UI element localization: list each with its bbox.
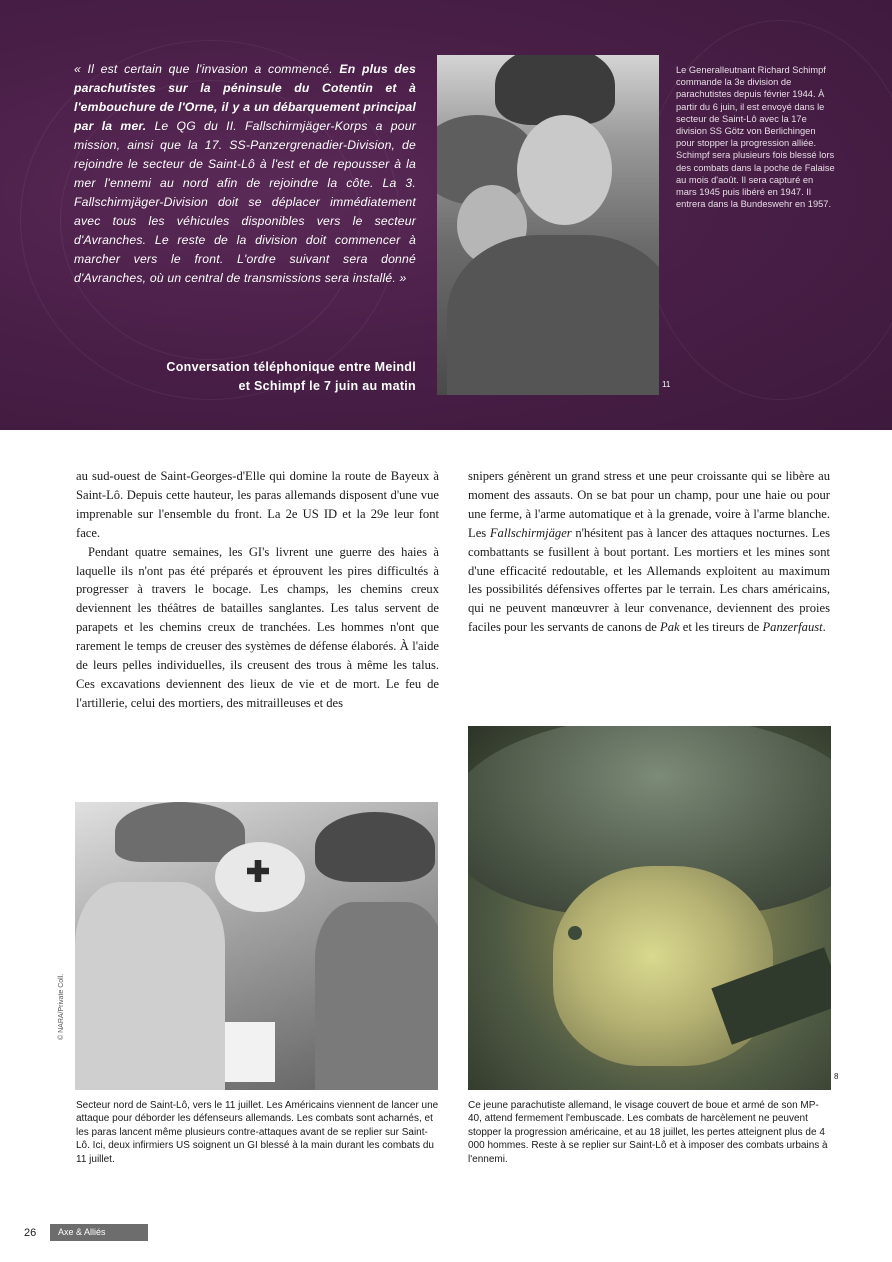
quote-attribution-line-1: Conversation téléphonique entre Meindl [166, 360, 416, 374]
photo-schimpf [437, 55, 659, 395]
paragraph-1: au sud-ouest de Saint-Georges-d'Elle qui domine la route de Bayeux à Saint-Lô. Depuis cette hauteur, les paras allemands disposent d'une vue imprenable sur l'ensemble du front. La 2e US ID et la 29e leur font face. [76, 469, 439, 540]
paragraph-3-part-2: n'hésitent pas à lancer des attaques nocturnes. Les combattants se fusillent à bout portant. Les mortiers et les mines sont d'une efficacité redoutable, et les Allemands exploitent au maximum les possibilités défensives offertes par le terrain. Les chars américains, qui ne peuvent manœuvrer à leur convenance, deviennent des proies faciles pour les servants de canons de [468, 525, 830, 635]
quote-attribution-line-2: et Schimpf le 7 juin au matin [238, 379, 416, 393]
paragraph-3-emphasis-2: Pak [660, 620, 680, 635]
paragraph-3-emphasis-1: Fallschirmjäger [489, 525, 572, 540]
pull-quote [74, 60, 416, 288]
quote-segment-2: Le QG du II. Fallschirmjäger-Korps a pour mission, ainsi que la 17. SS-Panzergrenadier-Division, de rejoindre le secteur de Saint-Lô à l'est et de repousser à la mer l'ennemi au nord afin de rejoindre la côte. La 3. Fallschirmjäger-Division doit se déplacer immédiatement avec tous les véhicules disponibles vers le secteur d'Avranches. Le reste de la division doit commencer à marcher vers le front. L'ordre suivant sera donné d'Avranches, où un central de transmissions sera installé. » [74, 119, 416, 285]
paragraph-3 [468, 467, 830, 637]
page-number: 26 [24, 1227, 37, 1239]
quote-segment-0: « Il est certain que l'invasion a commencé. [74, 62, 340, 76]
body-column-left [76, 467, 439, 713]
header-band [0, 0, 892, 430]
photo-credit: © NARA/Private Coll. [58, 973, 65, 1040]
paragraph-3-part-4: . [822, 620, 826, 635]
photo-number-bottom: 8 [834, 1072, 839, 1081]
quote-attribution [74, 358, 416, 396]
paragraph-3-part-1: snipers génèrent un grand stress et une peur croissante qui se libère au moment des assauts. On se bat pour un champ, pour une haie ou pour une ferme, à l'arme automatique et à la grenade, voire à l'arme blanche. Les [468, 469, 830, 540]
paragraph-2: Pendant quatre semaines, les GI's livrent une guerre des haies à laquelle ils n'ont pas été préparés et éprouvent les pires difficultés à progresser à travers le bocage. Les champs, les chemins creux deviennent les théâtres de batailles sanglantes. Les talus servent de parapets et les chemins creux de tranchées. Les hommes n'ont que rarement le temps de creuser des systèmes de défense élaborés. À l'aide de leurs pelles individuelles, ils creusent des trous à même les talus. Ces excavations deviennent des lieux de vie et de mort. Le feu de l'artillerie, celui des mortiers, des mitrailleuses et des [76, 544, 439, 710]
photo-caption-paratrooper: Ce jeune parachutiste allemand, le visage couvert de boue et armé de son MP-40, attend fermement l'embuscade. Les combats de harcèlement ne peuvent stopper la progression américaine, et au 18 juillet, les pertes atteignent plus de 4 000 hommes. Reste à se replier sur Saint-Lô et à imposer des combats urbains à l'ennemi. [468, 1100, 828, 1165]
quote-segment-1: En plus des parachutistes sur la péninsule du Cotentin et à l'embouchure de l'Orne, il y a un débarquement principal par la mer. [74, 62, 416, 133]
photo-paratrooper [468, 726, 831, 1090]
paragraph-3-part-3: et les tireurs de [679, 620, 763, 635]
photo-caption-schimpf: Le Generalleutnant Richard Schimpf commande la 3e division de parachutistes depuis février 1944. À partir du 6 juin, il est envoyé dans le secteur de Saint-Lô avec la 17e division SS Götz von Berlichingen pour stopper la progression alliée. Schimpf sera plusieurs fois blessé lors des combats dans la poche de Falaise au mois d'août. Il sera capturé en mars 1945 puis libéré en 1947. Il entrera dans la Bundeswehr en 1957. [676, 65, 835, 210]
photo-caption-medics: Secteur nord de Saint-Lô, vers le 11 juillet. Les Américains viennent de lancer une attaque pour déborder les défenseurs allemands. Les combats sont acharnés, et les paras lancent même plusieurs contre-attaques avant de se replier sur Saint-Lô. Ici, deux infirmiers US soignent un GI blessé à la main durant les combats du 11 juillet. [76, 1100, 439, 1165]
paragraph-3-emphasis-3: Panzerfaust [762, 620, 823, 635]
photo-number: 11 [662, 380, 671, 389]
body-column-right [468, 467, 830, 637]
footer-magazine-tag: Axe & Alliés [50, 1224, 148, 1241]
photo-medics [75, 802, 438, 1090]
